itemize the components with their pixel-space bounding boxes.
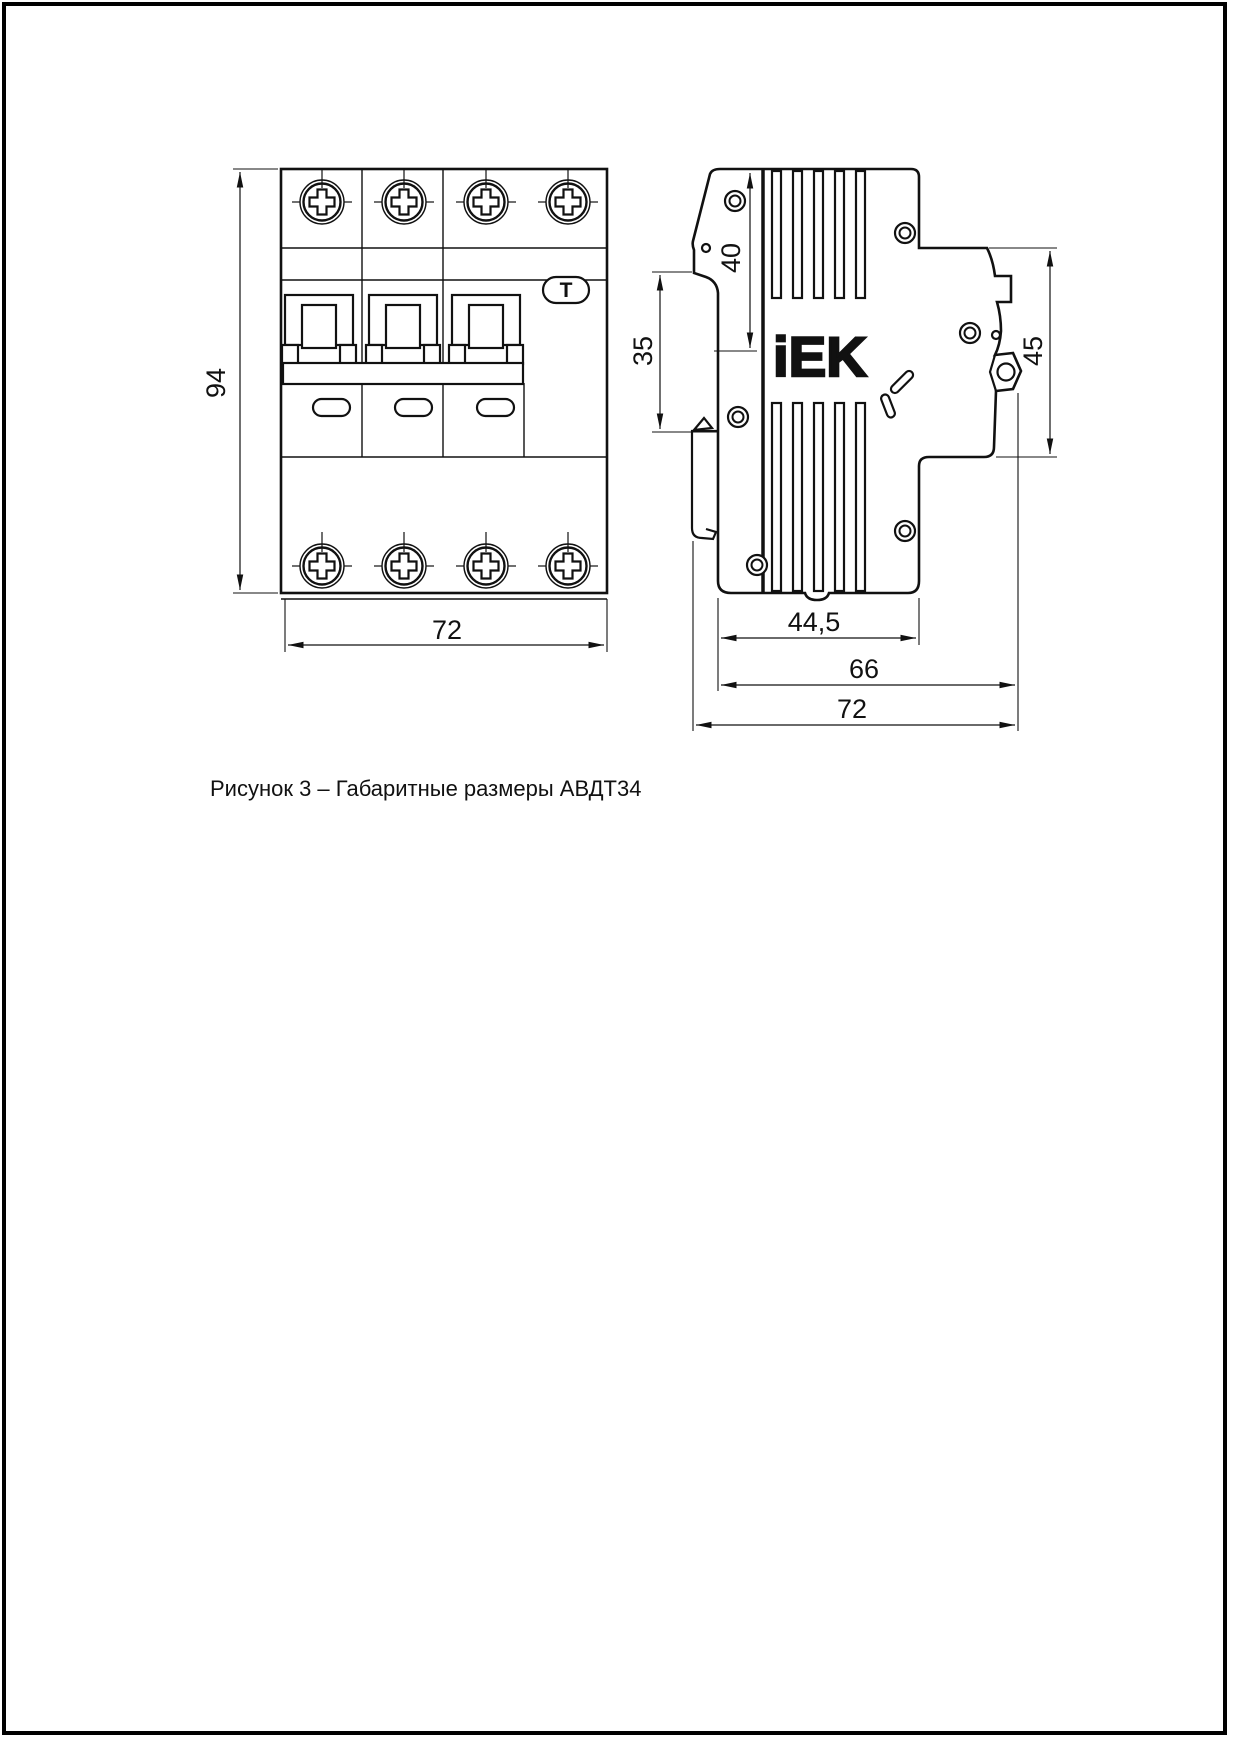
dim-label-44-5: 44,5 [787, 607, 841, 637]
dimension-94 [201, 169, 278, 593]
front-view [281, 168, 607, 599]
dim-label-72-side: 72 [836, 694, 868, 724]
handle-tie-bar [283, 363, 523, 384]
case-rivet-icon [747, 555, 767, 575]
case-rivet-icon [725, 191, 745, 211]
case-rivet-icon [895, 521, 915, 541]
case-rivet-icon [960, 323, 980, 343]
dimension-44-5 [718, 598, 919, 691]
dimension-72-front [285, 599, 607, 652]
dim-label-35: 35 [628, 335, 658, 367]
iek-logo: iEK [773, 325, 867, 388]
din-rail-clip [692, 431, 718, 539]
case-rivet-icon [728, 407, 748, 427]
test-button-label: Т [559, 279, 573, 302]
side-view [692, 169, 1021, 600]
dim-label-66: 66 [848, 654, 880, 684]
dim-label-94: 94 [201, 367, 231, 399]
dim-label-40: 40 [716, 242, 746, 274]
din-clip-latch [694, 418, 712, 430]
case-rivet-icon [895, 223, 915, 243]
figure-caption: Рисунок 3 – Габаритные размеры АВДТ34 [210, 776, 642, 801]
dim-label-45: 45 [1018, 335, 1048, 367]
dimension-35 [628, 272, 718, 432]
dim-label-72-front: 72 [431, 615, 463, 645]
test-button [543, 277, 589, 303]
